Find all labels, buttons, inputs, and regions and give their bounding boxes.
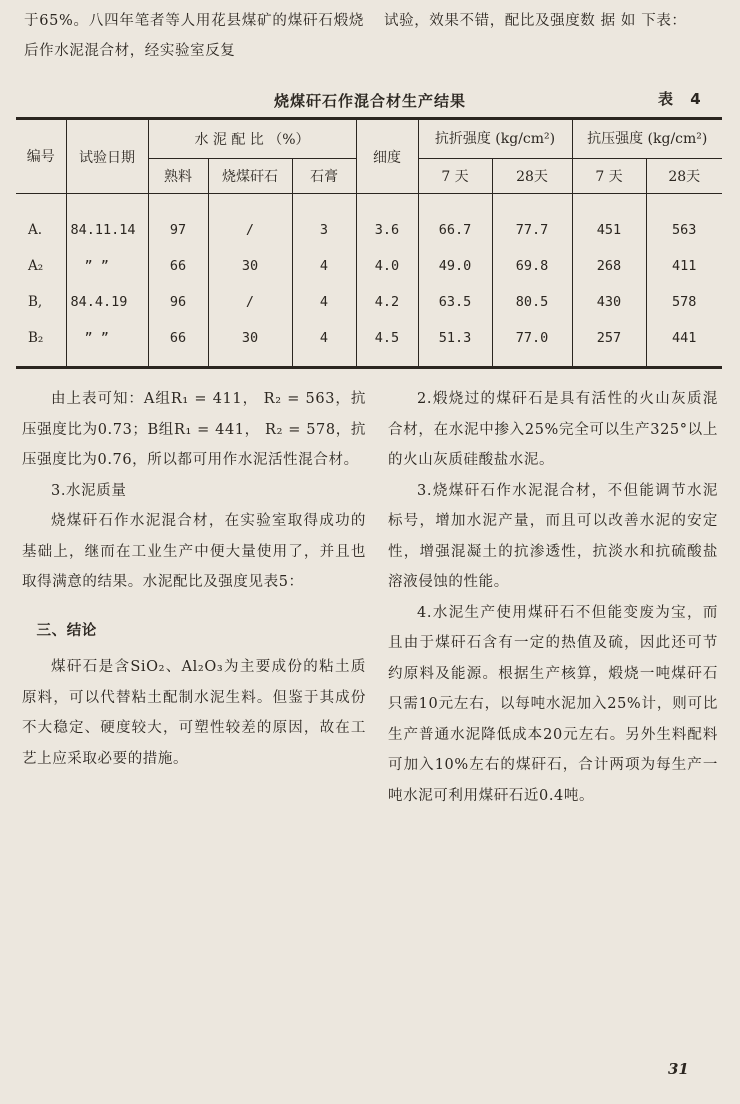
- cell-gypsum: 4: [292, 284, 356, 320]
- cell-id: A₂: [16, 248, 66, 284]
- top-left-text: 于65%。八四年笔者等人用花县煤矿的煤矸石煅烧后作水泥混合材，经实验室反复: [24, 13, 364, 59]
- table-row: [16, 320, 722, 368]
- top-right-column: [384, 6, 720, 36]
- header-id: 编号: [16, 119, 66, 194]
- header-ratio-group: 水 泥 配 比 （%）: [148, 119, 356, 159]
- table-row: [16, 284, 722, 320]
- cell-clinker: 66: [148, 248, 208, 284]
- cell-flexural-28d: 69.8: [492, 248, 572, 284]
- cell-compressive-7d: 451: [572, 194, 646, 249]
- cell-fineness: 4.2: [356, 284, 418, 320]
- header-compressive-7d: 7 天: [572, 159, 646, 194]
- cell-date: ” ”: [66, 248, 148, 284]
- cell-flexural-7d: 66.7: [418, 194, 492, 249]
- cell-gangue: 30: [208, 320, 292, 368]
- header-flexural-7d: 7 天: [418, 159, 492, 194]
- cell-clinker: 66: [148, 320, 208, 368]
- cell-compressive-7d: 430: [572, 284, 646, 320]
- header-flexural-28d: 28天: [492, 159, 572, 194]
- cell-compressive-7d: 268: [572, 248, 646, 284]
- results-table: [16, 117, 722, 369]
- cell-flexural-28d: 77.0: [492, 320, 572, 368]
- paragraph: 2.煅烧过的煤矸石是具有活性的火山灰质混合材，在水泥中掺入25%完全可以生产325°以上的火山灰质硅酸盐水泥。: [388, 391, 718, 468]
- cell-flexural-7d: 49.0: [418, 248, 492, 284]
- paragraph: 4.水泥生产使用煤矸石不但能变废为宝，而且由于煤矸石含有一定的热值及硫，因此还可节约原料及能源。根据生产核算，煅烧一吨煤矸石只需10元左右，以每吨水泥加入25%计，则可比生产普通水泥降低成本20元左右。另外生料配料可加入10%左右的煤矸石，合计两项为每生产一吨水泥可利用煤矸石近0.4吨。: [388, 604, 718, 804]
- header-fineness: 细度: [356, 119, 418, 194]
- cell-fineness: 3.6: [356, 194, 418, 249]
- spacer: [22, 598, 366, 606]
- header-compressive-group: 抗压强度 (kg/cm²): [572, 119, 722, 159]
- header-gangue: 烧煤矸石: [208, 159, 292, 194]
- cell-gypsum: 3: [292, 194, 356, 249]
- header-date: 试验日期: [66, 119, 148, 194]
- top-left-column: [24, 6, 364, 66]
- cell-fineness: 4.5: [356, 320, 418, 368]
- cell-gypsum: 4: [292, 320, 356, 368]
- cell-flexural-28d: 80.5: [492, 284, 572, 320]
- cell-compressive-7d: 257: [572, 320, 646, 368]
- right-column: [388, 384, 718, 811]
- table-row: [16, 248, 722, 284]
- header-compressive-28d: 28天: [646, 159, 722, 194]
- paragraph: 3.烧煤矸石作水泥混合材，不但能调节水泥标号，增加水泥产量，而且可以改善水泥的安定性，增强混凝土的抗渗透性，抗淡水和抗硫酸盐溶液侵蚀的性能。: [388, 482, 718, 590]
- cell-clinker: 96: [148, 284, 208, 320]
- header-clinker: 熟料: [148, 159, 208, 194]
- cell-compressive-28d: 563: [646, 194, 722, 249]
- cell-id: B,: [16, 284, 66, 320]
- header-flexural-group: 抗折强度 (kg/cm²): [418, 119, 572, 159]
- header-gypsum: 石膏: [292, 159, 356, 194]
- cell-date: 84.4.19: [66, 284, 148, 320]
- cell-fineness: 4.0: [356, 248, 418, 284]
- paragraph: 煤矸石是含SiO₂、Al₂O₃为主要成份的粘土质原料，可以代替粘土配制水泥生料。但鉴于其成份不大稳定、硬度较大，可塑性较差的原因，故在工艺上应采取必要的措施。: [22, 659, 366, 767]
- cell-clinker: 97: [148, 194, 208, 249]
- cell-gangue: 30: [208, 248, 292, 284]
- cell-compressive-28d: 411: [646, 248, 722, 284]
- cell-gypsum: 4: [292, 248, 356, 284]
- cell-flexural-28d: 77.7: [492, 194, 572, 249]
- cell-flexural-7d: 51.3: [418, 320, 492, 368]
- section-heading: 三、结论: [36, 622, 97, 639]
- cell-compressive-28d: 578: [646, 284, 722, 320]
- cell-id: A.: [16, 194, 66, 249]
- cell-id: B₂: [16, 320, 66, 368]
- cell-gangue: /: [208, 194, 292, 249]
- cell-gangue: /: [208, 284, 292, 320]
- table-row: [16, 194, 722, 249]
- table-label: 表 4: [658, 90, 707, 108]
- subheading: 3.水泥质量: [51, 482, 127, 499]
- cell-compressive-28d: 441: [646, 320, 722, 368]
- page-number: 31: [668, 1060, 689, 1078]
- left-column: [22, 384, 366, 774]
- cell-date: ” ”: [66, 320, 148, 368]
- cell-flexural-7d: 63.5: [418, 284, 492, 320]
- top-right-text: 试验，效果不错，配比及强度数 据 如 下表：: [384, 13, 687, 29]
- cell-date: 84.11.14: [66, 194, 148, 249]
- paragraph: 由上表可知：A组R₁ = 411， R₂ = 563，抗压强度比为0.73；B组R₁ = 441， R₂ = 578，抗压强度比为0.76，所以都可用作水泥活性混合材。: [22, 391, 366, 468]
- table-title: 烧煤矸石作混合材生产结果: [273, 92, 466, 110]
- paragraph: 烧煤矸石作水泥混合材，在实验室取得成功的基础上，继而在工业生产中便大量使用了，并且也取得满意的结果。水泥配比及强度见表5：: [22, 513, 366, 590]
